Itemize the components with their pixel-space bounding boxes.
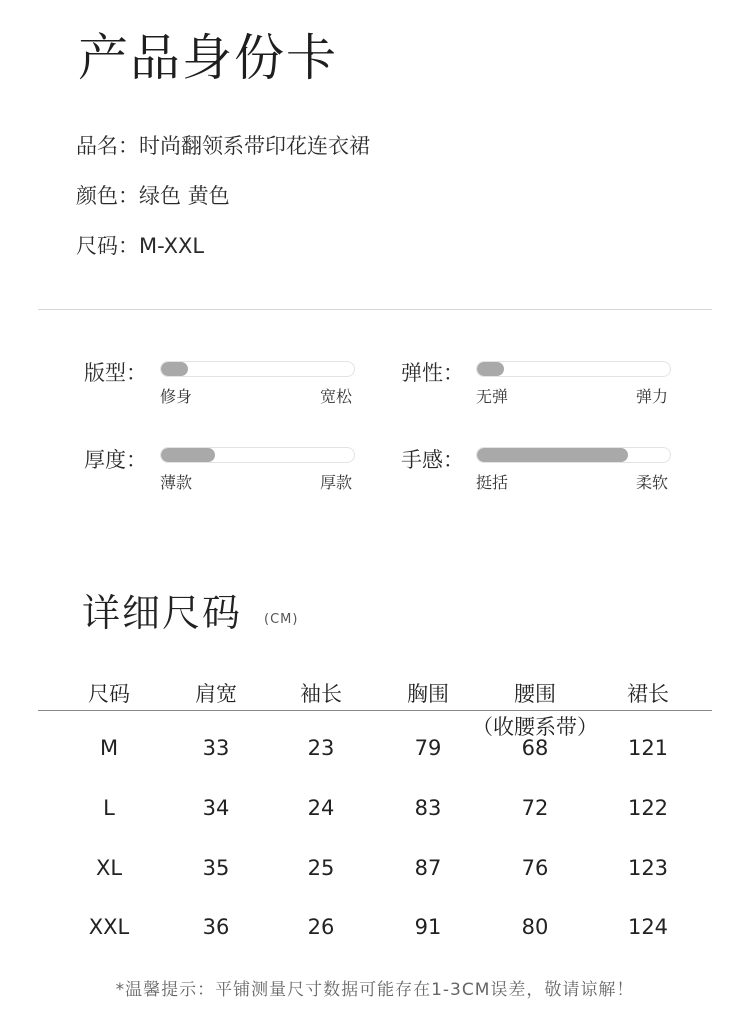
attribute-track [476,447,671,463]
scale-max-label: 厚款 [320,473,353,492]
header-length: 裙长 [627,682,669,706]
attribute-label: 弹性： [401,361,464,385]
waist-note: （收腰系带） [472,715,598,739]
table-cell: 87 [414,856,442,880]
table-cell: 124 [627,915,669,939]
scale-min-label: 修身 [160,387,193,406]
table-cell: 76 [521,856,549,880]
scale-min-label: 无弹 [476,387,509,406]
table-cell: 24 [307,796,335,820]
table-cell: 25 [307,856,335,880]
attribute-fill [477,362,504,376]
header-waist: 腰围 [514,682,556,706]
table-cell: 68 [521,736,549,760]
table-cell: 36 [202,915,230,939]
table-cell: 91 [414,915,442,939]
table-cell: 23 [307,736,335,760]
scale-min-label: 薄款 [160,473,193,492]
table-cell: 83 [414,796,442,820]
attribute-label: 手感： [401,448,464,472]
scale-min-label: 挺括 [476,473,509,492]
measurement-note: *温馨提示：平铺测量尺寸数据可能存在1-3CM误差，敬请谅解！ [115,980,635,1000]
size-section-title: 详细尺码 [82,591,243,635]
scale-max-label: 柔软 [636,473,669,492]
attribute-fill [161,362,188,376]
attribute-track [160,447,355,463]
table-cell: 34 [202,796,230,820]
table-cell: 123 [627,856,669,880]
header-size: 尺码 [88,682,130,706]
attribute-label: 版型： [84,361,147,385]
product-name: 品名：时尚翻领系带印花连衣裙 [76,134,370,158]
card-title: 产品身份卡 [78,29,338,87]
attribute-fill [477,448,628,462]
product-sizes: 尺码：M-XXL [76,234,205,258]
product-colors: 颜色：绿色 黄色 [76,184,230,208]
table-cell: M [99,736,119,760]
attribute-label: 厚度： [84,448,147,472]
scale-max-label: 宽松 [320,387,353,406]
table-cell: 79 [414,736,442,760]
attribute-track [160,361,355,377]
scale-max-label: 弹力 [636,387,669,406]
table-cell: 80 [521,915,549,939]
table-cell: 26 [307,915,335,939]
header-shoulder: 肩宽 [195,682,237,706]
section-divider [38,309,712,310]
table-cell: 122 [627,796,669,820]
table-cell: XL [95,856,123,880]
table-cell: 33 [202,736,230,760]
header-sleeve: 袖长 [300,682,342,706]
table-cell: 121 [627,736,669,760]
table-header-divider [38,710,712,711]
table-cell: L [103,796,115,820]
table-cell: 72 [521,796,549,820]
attribute-fill [161,448,215,462]
table-cell: XXL [88,915,130,939]
table-cell: 35 [202,856,230,880]
header-bust: 胸围 [407,682,449,706]
attribute-track [476,361,671,377]
size-unit-label: (CM) [264,612,299,627]
